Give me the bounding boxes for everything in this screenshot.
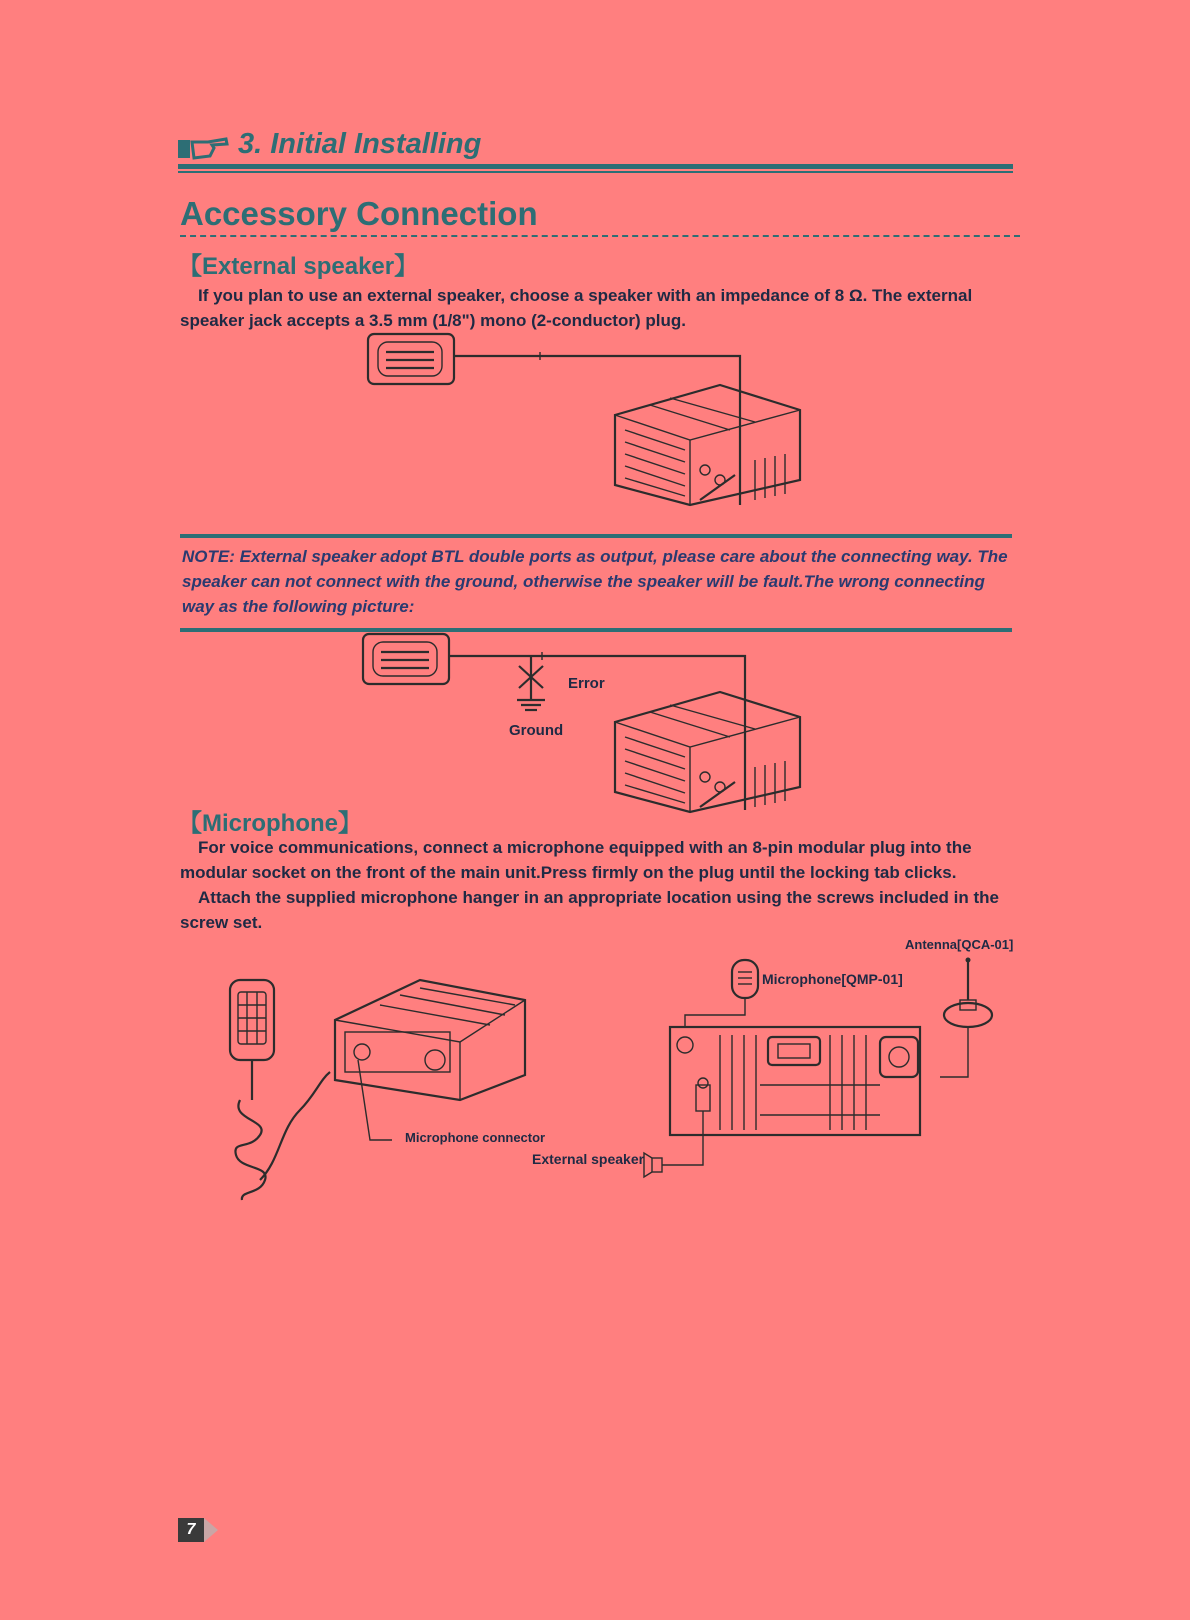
chapter-header: [178, 128, 1013, 173]
external-speaker-text: If you plan to use an external speaker, choose a speaker with an impedance of 8 Ω. The external speaker jack accepts a 3.5 mm (1/8") mono (2-conductor) plug.: [180, 286, 973, 330]
microphone-connection-diagram: [220, 960, 550, 1200]
external-speaker-heading: 【External speaker】: [178, 253, 419, 280]
microphone-handset-icon: [230, 980, 330, 1200]
speaker-connection-diagram: [360, 330, 830, 530]
wrong-connection-diagram: [355, 630, 825, 830]
speaker-icon: [363, 634, 449, 684]
header-rule-thin: [178, 171, 1013, 173]
microphone-text-2: Attach the supplied microphone hanger in an appropriate location using the screws included in the screw set.: [180, 888, 999, 932]
note-body: External speaker adopt BTL double ports as output, please care about the connecting way. The speaker can not connect with the ground, otherwise the speaker will be fault.The wrong connecting way as the following picture:: [182, 547, 1008, 616]
note-box: [180, 534, 1012, 632]
error-label: Error: [568, 675, 605, 692]
speaker-plug-icon: [644, 1111, 703, 1177]
microphone-label: Microphone[QMP-01]: [762, 971, 903, 987]
microphone-heading: 【Microphone】: [178, 810, 362, 837]
radio-unit-front: [335, 980, 525, 1140]
speaker-icon: [368, 334, 454, 384]
microphone-icon: [685, 960, 758, 1027]
ground-label: Ground: [509, 722, 564, 739]
external-speaker-label: External speaker: [532, 1151, 645, 1167]
note-text: [182, 544, 1012, 619]
header-rule: [178, 164, 1013, 169]
antenna-label: Antenna[QCA-01]: [905, 937, 1014, 952]
pointing-hand-icon: [178, 130, 230, 164]
mic-connector-label: Microphone connector: [405, 1130, 546, 1145]
page-tab-arrow: [204, 1518, 218, 1542]
page-number: 7: [178, 1518, 204, 1542]
note-label: NOTE:: [182, 547, 235, 566]
antenna-icon: [940, 958, 992, 1078]
ground-symbol: [517, 656, 545, 710]
chapter-title: 3. Initial Installing: [238, 128, 482, 160]
radio-rear-panel: [670, 1027, 920, 1135]
microphone-text-1: For voice communications, connect a microphone equipped with an 8-pin modular plug into the modular socket on the front of the main unit.Press firmly on the plug until the locking tab clicks.: [180, 838, 972, 882]
section-title: Accessory Connection: [180, 195, 538, 232]
section-divider: [180, 235, 1020, 237]
radio-unit-rear: [615, 385, 800, 505]
radio-unit-rear: [615, 692, 800, 812]
